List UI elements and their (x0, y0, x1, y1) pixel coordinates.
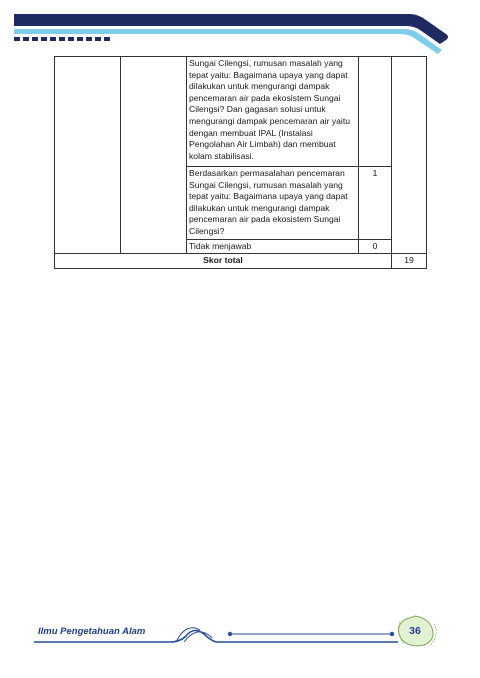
total-row (55, 254, 427, 269)
rubric-table-container (54, 56, 426, 269)
page-footer (0, 612, 480, 652)
rubric-description-cell: Sungai Cilengsi, rumusan masalah yang tepat yaitu: Bagaimana upaya yang dapat dilakukan untuk mengurangi dampak pencemaran air pada ekosistem Sungai Cilengsi? Dan gagasan solusi untuk mengurangi dampak pencemaran air yaitu dengan membuat IPAL (Instalasi Pengolahan Air Limbah) dan membuat kolam stabilisasi. (187, 57, 359, 167)
rubric-description-cell: Berdasarkan permasalahan pencemaran Sungai Cilengsi, rumusan masalah yang tepat yaitu: Bagaimana upaya yang dapat dilakukan untuk mengurangi dampak pencemaran air pada ekosistem Sungai Cilengsi? (187, 167, 359, 240)
page-number: 36 (409, 625, 421, 637)
rubric-score-cell: 0 (359, 239, 392, 254)
criteria-number-cell (55, 57, 121, 254)
rubric-score-cell (359, 57, 392, 167)
max-score-cell (392, 57, 427, 254)
subject-title: Ilmu Pengetahuan Alam (38, 626, 146, 637)
total-label: Skor total (55, 254, 392, 269)
header-stripe-graphic (0, 0, 480, 60)
criteria-indicator-cell (121, 57, 187, 254)
rubric-description-cell: Tidak menjawab (187, 239, 359, 254)
rubric-table (54, 56, 427, 269)
rubric-score-cell: 1 (359, 167, 392, 240)
page-header-band (0, 0, 480, 60)
total-value: 19 (392, 254, 427, 269)
table-row (55, 57, 427, 167)
